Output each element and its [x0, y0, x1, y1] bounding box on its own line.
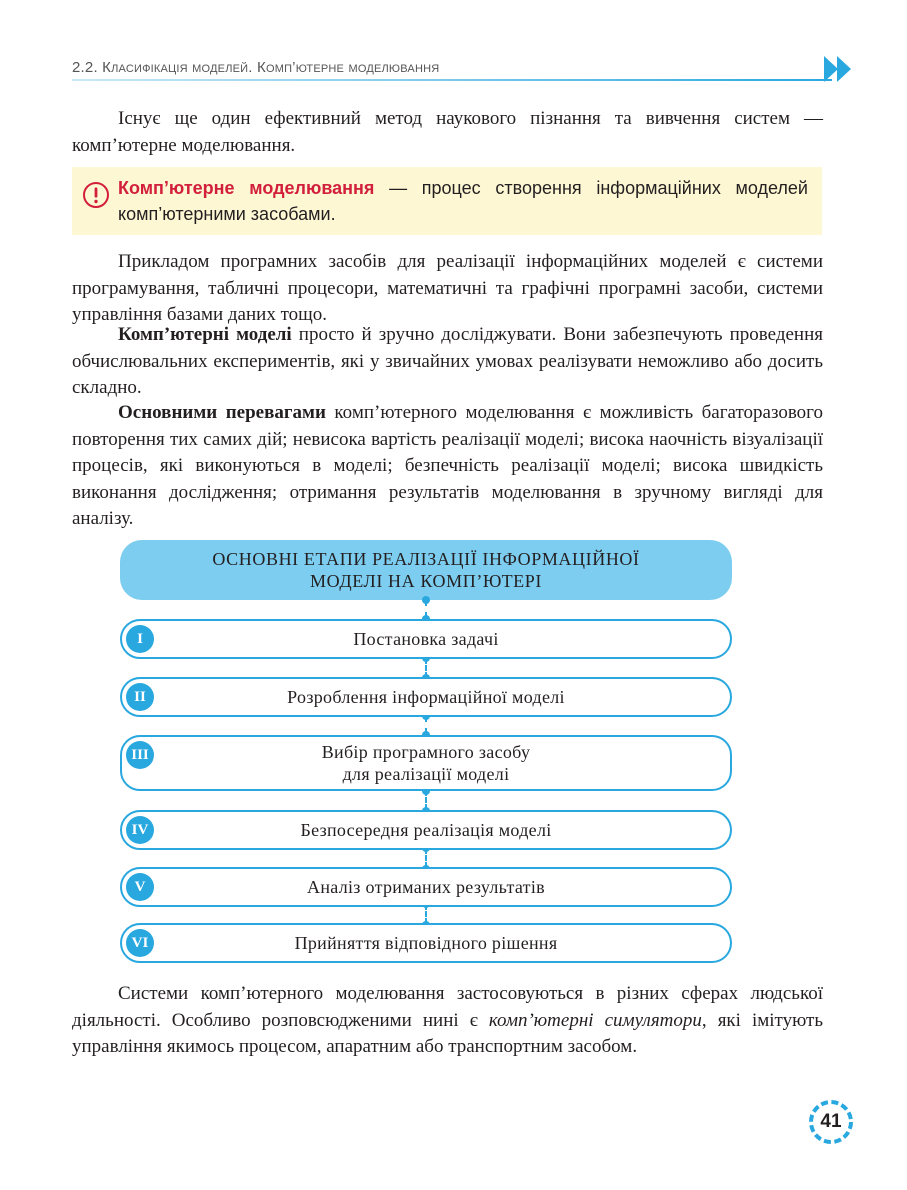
intro-paragraph: Існує ще один ефективний метод наукового пізнання та вивчення систем — комп’ютерне моделювання. — [72, 108, 823, 156]
stage-label: Безпосередня реалізація моделі — [300, 820, 552, 840]
stage-number: V — [126, 873, 154, 901]
stage-step — [120, 735, 732, 791]
definition-text — [118, 175, 808, 227]
stage-label: Аналіз отриманих результатів — [307, 877, 545, 897]
header-rule — [72, 79, 832, 81]
stage-step — [120, 619, 732, 659]
diagram-title-line1: ОСНОВНІ ЕТАПИ РЕАЛІЗАЦІЇ ІНФОРМАЦІЙНОЇ — [212, 549, 640, 569]
stage-step — [120, 810, 732, 850]
stage-label: Постановка задачі — [353, 629, 499, 649]
paragraph-body: , які імітують управління якимось процесом, апаратним або транспортним засобом. — [72, 1009, 824, 1057]
stage-label-line2: для реалізації моделі — [342, 764, 510, 784]
stage-number: VI — [126, 929, 154, 957]
stage-number: IV — [126, 816, 154, 844]
paragraph-closing — [72, 981, 823, 1061]
definition-note — [72, 167, 822, 235]
stage-step — [120, 923, 732, 963]
stage-label: Прийняття відповідного рішення — [294, 933, 558, 953]
definition-term: Комп’ютерне моделювання — [118, 178, 375, 198]
stage-number: II — [126, 683, 154, 711]
exclamation-icon — [82, 181, 110, 209]
bold-term: Комп’ютерні моделі — [118, 324, 292, 345]
paragraph-software: Прикладом програмних засобів для реалізації інформаційних моделей є системи програмування, табличні процесори, математичні та графічні програмні засоби, системи управління базами даних тощо. — [72, 251, 823, 325]
stage-label: Розроблення інформаційної моделі — [287, 687, 565, 707]
stages-diagram — [118, 540, 736, 970]
stage-step — [120, 867, 732, 907]
paragraph-body: просто й зручно досліджувати. Вони забезпечують проведення обчислювальних експериментів, які у звичайних умовах реалізувати неможливо або досить складно. — [72, 324, 823, 398]
stage-number: III — [126, 741, 154, 769]
paragraph-body: комп’ютерного моделювання є можливість багаторазового повторення тих самих дій; невисока вартість реалізації моделі; висока наочність візуалізації процесів, які виконуються в моделі; безпечність реалізації моделі; висока швидкість виконання дослідження; отримання результатів моделювання в зручному вигляді для аналізу. — [72, 402, 823, 529]
next-page-arrows-icon[interactable] — [824, 56, 854, 82]
diagram-title-line2: МОДЕЛІ НА КОМП’ЮТЕРІ — [310, 571, 542, 591]
connector-dot — [422, 596, 430, 604]
stage-step — [120, 677, 732, 717]
paragraph-body: Системи комп’ютерного моделювання застосовуються в різних сферах людської діяльності. Особливо розповсюдженими нині є — [72, 983, 823, 1031]
running-header — [72, 55, 832, 85]
diagram-title — [120, 540, 732, 600]
page-number: 41 — [820, 1111, 842, 1132]
paragraph-advantages — [72, 400, 823, 533]
header-title: 2.2. Класифікація моделей. Комп’ютерне моделювання — [72, 59, 440, 76]
paragraph-computer-models — [72, 322, 823, 402]
italic-term: комп’ютерні симулятори — [488, 1009, 702, 1031]
stage-label — [162, 741, 690, 785]
bold-term: Основними перевагами — [118, 402, 326, 423]
stage-label-line1: Вибір програмного засобу — [321, 742, 531, 762]
definition-body: — процес створення інформаційних моделей комп’ютерними засобами. — [118, 178, 808, 224]
stage-number: I — [126, 625, 154, 653]
